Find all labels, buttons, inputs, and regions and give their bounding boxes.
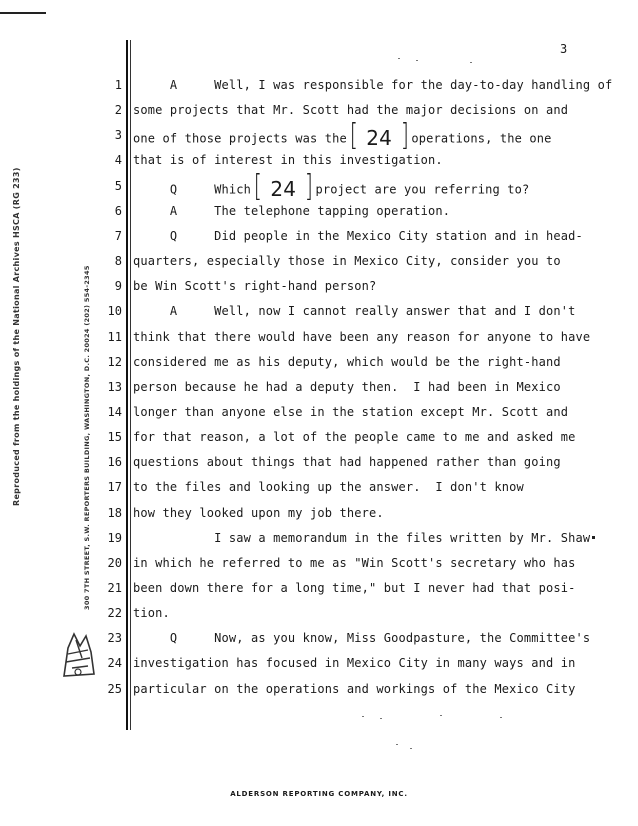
line-text-after-redaction: operations, the one — [411, 131, 552, 146]
scan-speck — [398, 58, 400, 59]
line-number: 3 — [114, 128, 122, 142]
transcript-line: A Well, I was responsible for the day-to-day handling of — [133, 78, 613, 92]
redaction-code: 24 — [359, 126, 399, 150]
line-number: 15 — [107, 430, 122, 444]
line-number: 8 — [114, 254, 122, 268]
redaction-mark — [252, 169, 314, 204]
line-text-before-redaction: Q Which — [133, 182, 251, 197]
scan-speck — [410, 748, 412, 749]
transcript-line: been down there for a long time," but I never had that posi- — [133, 581, 576, 595]
transcript-line: be Win Scott's right-hand person? — [133, 279, 377, 293]
transcript-line: questions about things that had happened rather than going — [133, 455, 561, 469]
reporter-address: 300 7TH STREET, S.W. REPORTERS BUILDING, WASHINGTON, D.C. 20024 (202) 554-2345 — [83, 265, 91, 610]
transcript-line: quarters, especially those in Mexico City, consider you to — [133, 254, 561, 268]
line-number: 12 — [107, 355, 122, 369]
transcript-line: tion. — [133, 606, 170, 620]
transcript-line: longer than anyone else in the station except Mr. Scott and — [133, 405, 569, 419]
transcript-line: Q Did people in the Mexico City station and in head- — [133, 229, 583, 243]
margin-rule-inner — [130, 40, 131, 730]
scan-speck — [380, 718, 382, 719]
line-number: 18 — [107, 506, 122, 520]
stamp-mark-icon — [58, 628, 98, 680]
redaction-bracket-left: [ — [349, 118, 358, 153]
line-number: 4 — [114, 153, 122, 167]
line-number: 7 — [114, 229, 122, 243]
transcript-line: that is of interest in this investigation. — [133, 153, 443, 167]
redaction-bracket-right: ] — [400, 118, 409, 153]
line-number: 25 — [107, 682, 122, 696]
scan-speck — [396, 744, 398, 745]
scan-speck — [362, 716, 364, 717]
transcript-line: I saw a memorandum in the files written by Mr. Shaw — [133, 531, 591, 545]
redaction-mark — [348, 118, 410, 153]
line-number: 9 — [114, 279, 122, 293]
line-number: 13 — [107, 380, 122, 394]
transcript-line: in which he referred to me as "Win Scott's secretary who has — [133, 556, 576, 570]
line-number: 21 — [107, 581, 122, 595]
line-number: 6 — [114, 204, 122, 218]
top-edge-line — [0, 12, 46, 14]
transcript-line: to the files and looking up the answer. I don't know — [133, 480, 524, 494]
redaction-code: 24 — [263, 177, 303, 201]
line-number: 10 — [107, 304, 122, 318]
transcript-line: how they looked upon my job there. — [133, 506, 384, 520]
transcript-line — [133, 118, 552, 153]
transcript-line: particular on the operations and workings of the Mexico City — [133, 682, 576, 696]
line-text-after-redaction: project are you referring to? — [315, 182, 530, 197]
scan-speck — [416, 60, 418, 61]
transcript-line: A The telephone tapping operation. — [133, 204, 451, 218]
line-number: 20 — [107, 556, 122, 570]
scan-speck — [470, 62, 472, 63]
line-number: 17 — [107, 480, 122, 494]
transcript-line: investigation has focused in Mexico City in many ways and in — [133, 656, 576, 670]
transcript-line: for that reason, a lot of the people came to me and asked me — [133, 430, 576, 444]
archive-reproduction-note: Reproduced from the holdings of the National Archives HSCA (RG 233) — [12, 167, 21, 506]
scan-speck — [440, 715, 442, 716]
redaction-bracket-right: ] — [304, 169, 313, 204]
line-number: 11 — [107, 330, 122, 344]
transcript-line: considered me as his deputy, which would be the right-hand — [133, 355, 561, 369]
transcript-line: some projects that Mr. Scott had the major decisions on and — [133, 103, 569, 117]
margin-rule — [126, 40, 128, 730]
transcript-line: Q Now, as you know, Miss Goodpasture, the Committee's — [133, 631, 591, 645]
line-number: 23 — [107, 631, 122, 645]
line-number: 2 — [114, 103, 122, 117]
transcript-line — [133, 169, 530, 204]
page-number: 3 — [560, 42, 568, 56]
scan-speck — [500, 717, 502, 718]
line-number: 16 — [107, 455, 122, 469]
line-number: 24 — [107, 656, 122, 670]
transcript-line: A Well, now I cannot really answer that and I don't — [133, 304, 576, 318]
transcript-line: think that there would have been any reason for anyone to have — [133, 330, 591, 344]
line-number: 5 — [114, 179, 122, 193]
line-text-before-redaction: one of those projects was the — [133, 131, 347, 146]
line-number: 19 — [107, 531, 122, 545]
scan-speck — [592, 536, 595, 539]
line-number: 14 — [107, 405, 122, 419]
redaction-bracket-left: [ — [253, 169, 263, 204]
line-number: 22 — [107, 606, 122, 620]
transcript-line: person because he had a deputy then. I had been in Mexico — [133, 380, 561, 394]
page-footer: ALDERSON REPORTING COMPANY, INC. — [230, 790, 408, 798]
line-number: 1 — [114, 78, 122, 92]
